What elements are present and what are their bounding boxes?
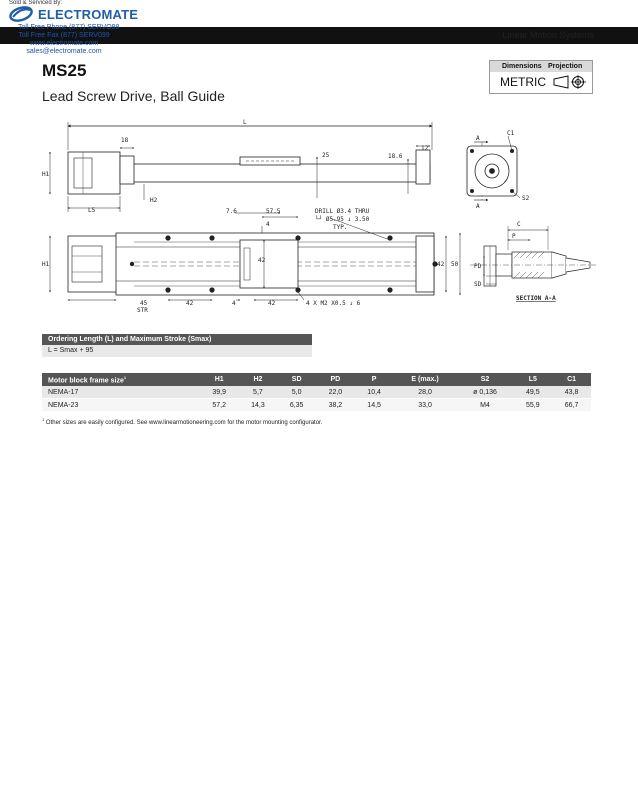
col-P: P — [355, 373, 394, 386]
top-view-drawing — [50, 122, 432, 212]
front-view-drawing — [50, 213, 460, 300]
dim-PD-label: PD — [474, 263, 482, 270]
contact-fax: Toll Free Fax (877) SERV099 — [18, 32, 110, 39]
col-motor-frame-size: Motor block frame size$^1$ — [42, 373, 200, 386]
dim-L-label: L — [243, 119, 247, 126]
dim-45-label: 45 — [140, 300, 148, 307]
dimensions-spec-table — [42, 373, 591, 412]
dimensions-label: Dimensions — [502, 63, 542, 70]
cell: ø 0,136 — [457, 386, 514, 399]
metric-label: METRIC — [500, 75, 546, 89]
sold-by-label: Sold & Serviced By: — [9, 0, 63, 6]
dim-C1-label: C1 — [507, 130, 515, 137]
dim-L5-label: L5 — [88, 207, 96, 214]
ordering-formula: L = Smax + 95 — [42, 345, 312, 357]
section-A-bot-label: A — [476, 203, 480, 210]
dim-50-label: 50 — [451, 261, 459, 268]
ordering-table — [42, 334, 312, 357]
cell: 38,2 — [316, 399, 355, 412]
cell: 66,7 — [552, 399, 591, 412]
dim-4-bot-label: 4 — [232, 300, 236, 307]
cell: 6,35 — [277, 399, 316, 412]
col-E-max: E (max.) — [393, 373, 456, 386]
contact-website-link[interactable]: www.electromate.com — [29, 40, 99, 47]
dim-18-6-label: 18.6 — [388, 153, 403, 160]
end-view-drawing — [467, 136, 520, 200]
contact-phone: Toll Free Phone (877) SERVO98 — [18, 24, 120, 31]
cell: M4 — [457, 399, 514, 412]
spec-table-header-row — [42, 373, 591, 386]
drill-note-line1: DRILL Ø3.4 THRU — [315, 208, 370, 215]
col-H1: H1 — [200, 373, 239, 386]
ordering-table-header: Ordering Length (L) and Maximum Stroke (Smax) — [42, 334, 312, 345]
section-aa-drawing — [470, 226, 596, 286]
model-title: MS25 — [42, 61, 87, 80]
thread-note-label: 4 X M2 X0.5 ↓ 6 — [306, 300, 361, 307]
col-H2: H2 — [239, 373, 278, 386]
col-S2: S2 — [457, 373, 514, 386]
dim-SD-label: SD — [474, 281, 482, 288]
section-title: Linear Motion Systems — [502, 30, 594, 40]
footnote-text: Other sizes are easily configured. See www.linearmotioneering.com for the motor mounting configurator. — [45, 420, 323, 426]
table-row — [42, 386, 591, 399]
dim-H1-top-label: H1 — [42, 171, 50, 178]
section-A-top-label: A — [476, 135, 480, 142]
table-row — [42, 399, 591, 412]
dim-S2-label: S2 — [522, 195, 530, 202]
dim-H1-side-label: H1 — [42, 261, 50, 268]
dim-42-right-label: 42 — [437, 261, 445, 268]
cell: 28,0 — [393, 386, 456, 399]
dim-42-bot2-label: 42 — [268, 300, 276, 307]
col-L5: L5 — [513, 373, 552, 386]
dim-H2-label: H2 — [150, 197, 158, 204]
cell: 57,2 — [200, 399, 239, 412]
model-subtitle: Lead Screw Drive, Ball Guide — [42, 88, 225, 104]
cell: 43,8 — [552, 386, 591, 399]
dim-57-5-label: 57.5 — [266, 208, 281, 215]
projection-label: Projection — [548, 63, 583, 70]
col-PD: PD — [316, 373, 355, 386]
dim-P-label: P — [512, 233, 516, 240]
cell: 14,5 — [355, 399, 394, 412]
footnote-marker: 1 — [42, 417, 45, 422]
drill-note-line2: └┘ Ø5.95 ↓ 3.50 — [315, 216, 370, 223]
cell: 22,0 — [316, 386, 355, 399]
col-C1: C1 — [552, 373, 591, 386]
dim-18-label: 18 — [121, 137, 129, 144]
drill-note-line3: TYP. — [333, 224, 348, 231]
cell: NEMA-23 — [42, 399, 200, 412]
dim-25-label: 25 — [322, 152, 330, 159]
dim-12-label: 12 — [421, 145, 429, 152]
dim-C-label: C — [517, 221, 521, 228]
table-footnote — [42, 417, 322, 426]
dim-7-6-label: 7.6 — [226, 208, 237, 215]
dim-str-label: STR — [137, 307, 148, 314]
cell: 39,9 — [200, 386, 239, 399]
cell: 14,3 — [239, 399, 278, 412]
cell: 10,4 — [355, 386, 394, 399]
section-aa-caption: SECTION A-A — [516, 295, 556, 302]
dim-42-bot1-label: 42 — [186, 300, 194, 307]
dim-42-mid-label: 42 — [258, 257, 266, 264]
cell: 49,5 — [513, 386, 552, 399]
logo-text: ELECTROMATE — [38, 6, 139, 22]
contact-email-link[interactable]: sales@electromate.com — [26, 48, 102, 55]
cell: NEMA-17 — [42, 386, 200, 399]
dim-4-label: 4 — [266, 221, 270, 228]
cell: 5,7 — [239, 386, 278, 399]
cell: 33,0 — [393, 399, 456, 412]
cell: 5,0 — [277, 386, 316, 399]
col-SD: SD — [277, 373, 316, 386]
technical-drawings — [0, 0, 638, 330]
cell: 55,9 — [513, 399, 552, 412]
